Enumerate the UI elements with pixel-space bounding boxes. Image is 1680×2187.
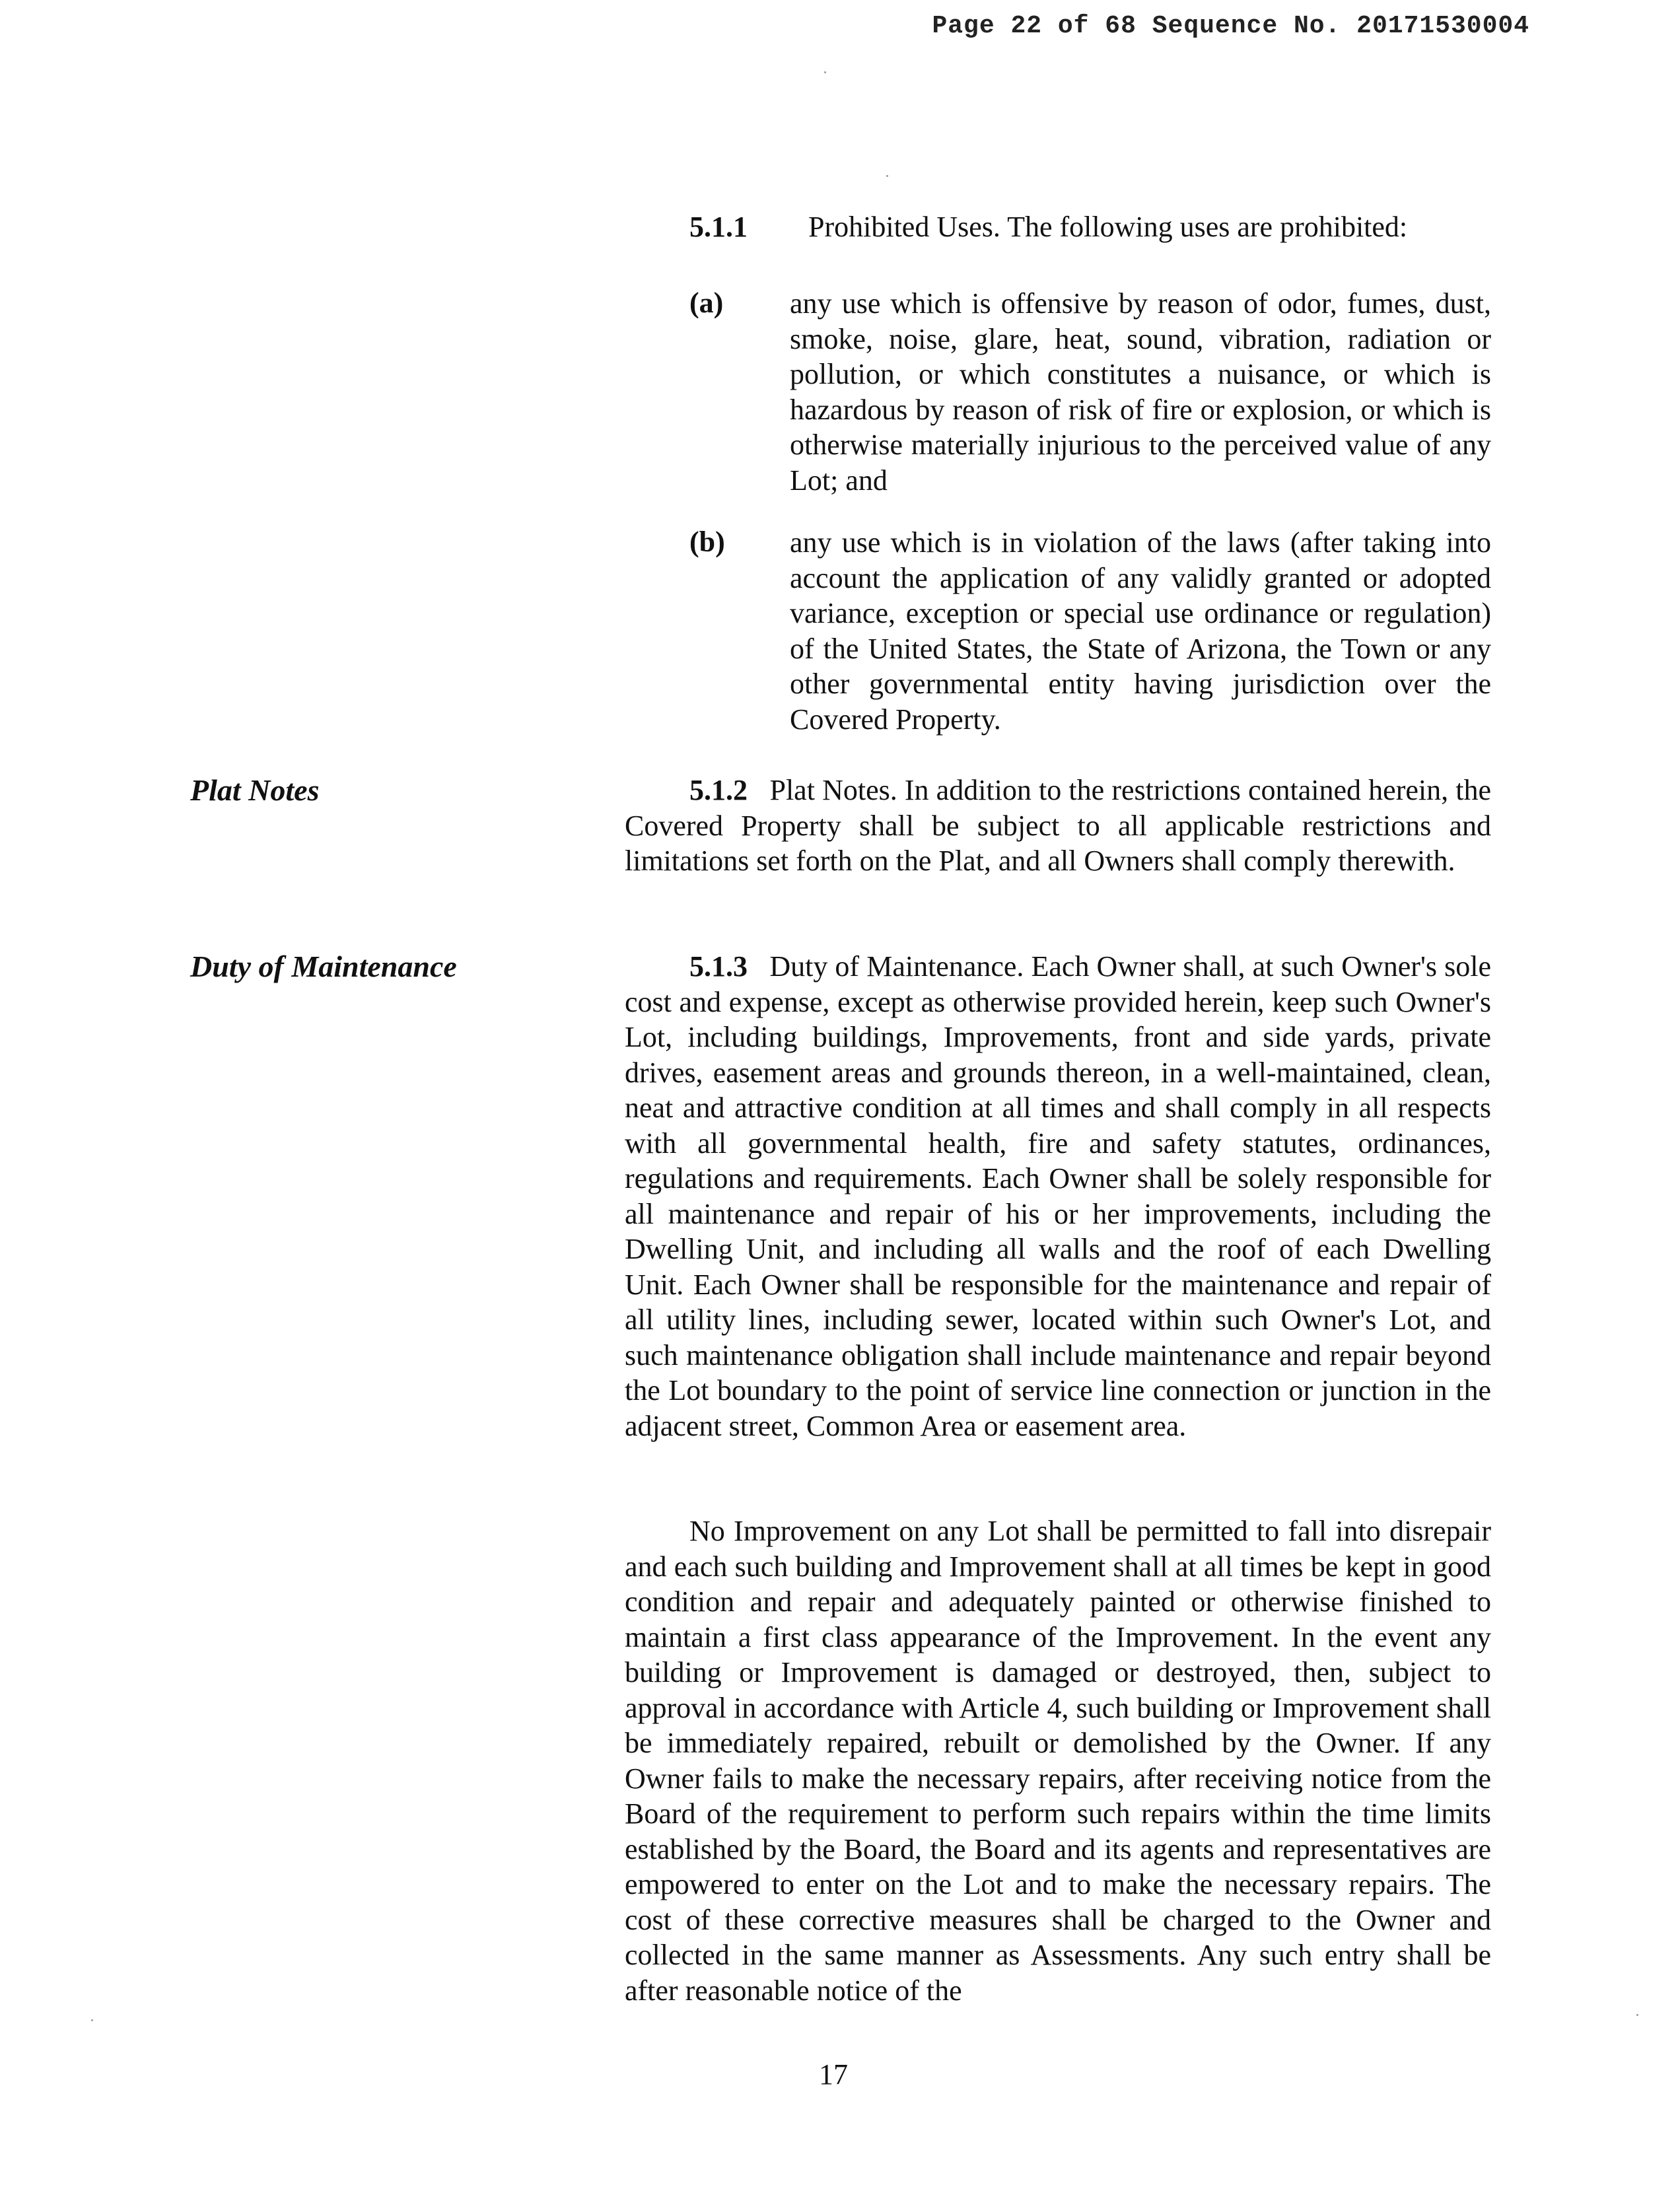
page-number: 17 bbox=[819, 2058, 848, 2091]
item-a-label: (a) bbox=[689, 287, 724, 319]
section-5-1-1-title: Prohibited Uses. The following uses are prohibited: bbox=[808, 211, 1408, 243]
item-b-text: any use which is in violation of the laws (after taking into account the application of any validly granted or adopted variance, exception or special use ordinance or regulation) of the United States, the State of Arizona, the Town or any other governmental entity having jurisdiction over the Covered Property. bbox=[790, 526, 1491, 736]
margin-note-duty-of-maintenance: Duty of Maintenance bbox=[190, 950, 457, 983]
item-a-text: any use which is offensive by reason of odor, fumes, dust, smoke, noise, glare, heat, sound, vibration, radiation or pollution, or which constitutes a nuisance, or which is hazardous by reason of risk of fire or explosion, or which is otherwise materially injurious to the perceived value of any Lot; and bbox=[790, 287, 1491, 497]
scan-speck bbox=[886, 175, 888, 177]
section-5-1-2-paragraph bbox=[625, 773, 1491, 879]
section-5-1-1-number: 5.1.1 bbox=[689, 211, 748, 243]
section-5-1-3-paragraph-2-text: No Improvement on any Lot shall be permitted to fall into disrepair and each such building and Improvement shall at all times be kept in good condition and repair and adequately painted or otherwise finished to maintain a first class appearance of the Improvement. In the event any building or Improvement is damaged or destroyed, then, subject to approval in accordance with Article 4, such building or Improvement shall be immediately repaired, rebuilt or demolished by the Owner. If any Owner fails to make the necessary repairs, after receiving notice from the Board of the requirement to perform such repairs within the time limits established by the Board, the Board and its agents and representatives are empowered to enter on the Lot and to make the necessary repairs. The cost of these corrective measures shall be charged to the Owner and collected in the same manner as Assessments. Any such entry shall be after reasonable notice of the bbox=[625, 1515, 1491, 2007]
sequence-header: Page 22 of 68 Sequence No. 20171530004 bbox=[932, 12, 1529, 40]
section-5-1-3-paragraph-2 bbox=[625, 1513, 1491, 2008]
section-5-1-1-heading bbox=[689, 209, 1407, 245]
section-5-1-2-number: 5.1.2 bbox=[689, 774, 748, 806]
scan-speck bbox=[91, 2019, 93, 2021]
section-5-1-3-paragraph bbox=[625, 949, 1491, 1443]
margin-note-plat-notes: Plat Notes bbox=[190, 773, 320, 807]
section-5-1-3-number: 5.1.3 bbox=[689, 950, 748, 983]
item-b-label: (b) bbox=[689, 526, 725, 558]
scan-speck bbox=[824, 71, 826, 73]
section-5-1-2-text: Plat Notes. In addition to the restrictions contained herein, the Covered Property shall be subject to all applicable restrictions and limitations set forth on the Plat, and all Owners shall comply therewith. bbox=[625, 774, 1492, 877]
scan-speck bbox=[1636, 2014, 1638, 2016]
section-5-1-3-text: Duty of Maintenance. Each Owner shall, at such Owner's sole cost and expense, except as otherwise provided herein, keep such Owner's Lot, including buildings, Improvements, front and side yards, private drives, easement areas and grounds thereon, in a well-maintained, clean, neat and attractive condition at all times and shall comply in all respects with all governmental health, fire and safety statutes, ordinances, regulations and requirements. Each Owner shall be solely responsible for all maintenance and repair of his or her improvements, including the Dwelling Unit, and including all walls and the roof of each Dwelling Unit. Each Owner shall be responsible for the maintenance and repair of all utility lines, including sewer, located within such Owner's Lot, and such maintenance obligation shall include maintenance and repair beyond the Lot boundary to the point of service line connection or junction in the adjacent street, Common Area or easement area. bbox=[625, 950, 1491, 1442]
